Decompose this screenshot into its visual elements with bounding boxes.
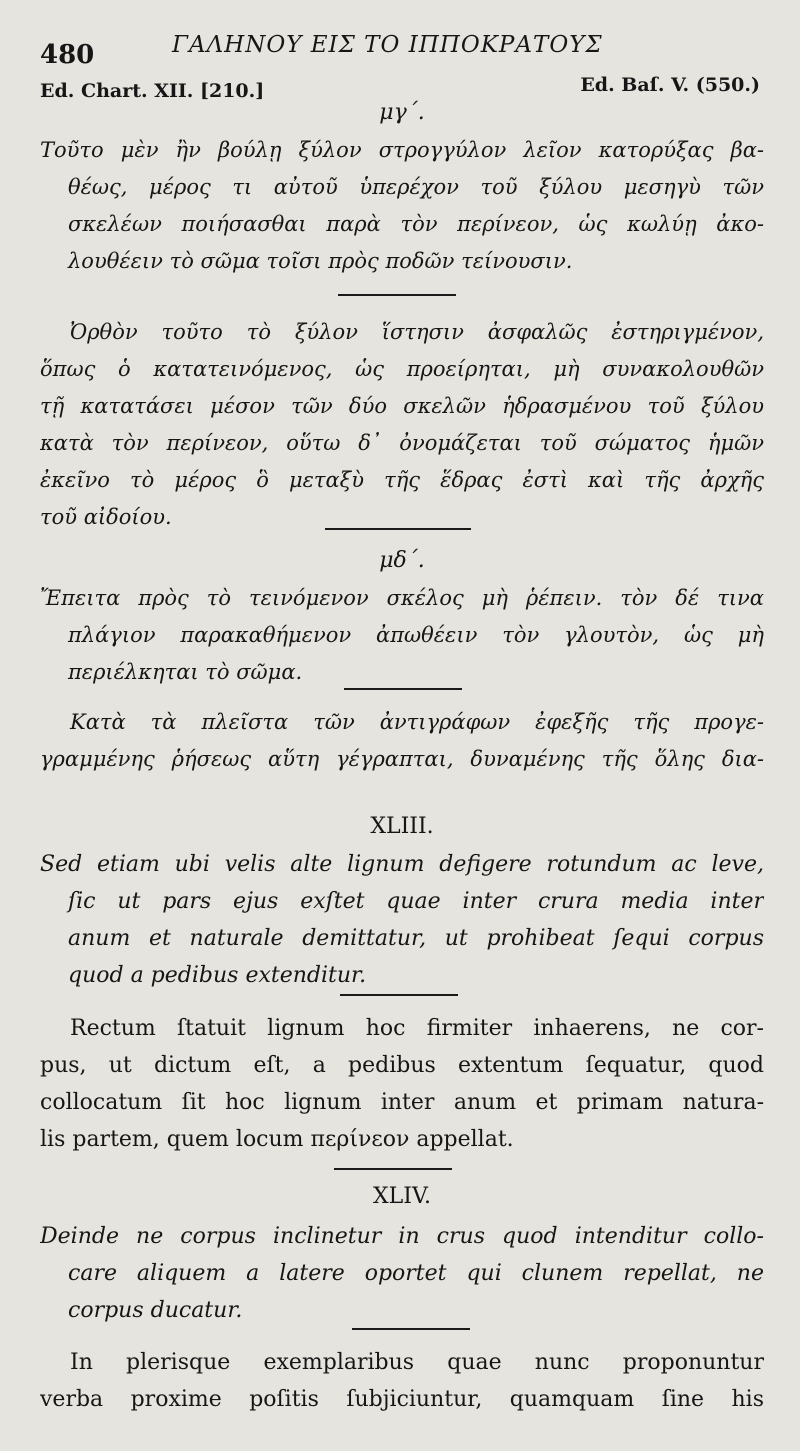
text-line: anum et naturale demittatur, ut prohibeat ſequi corpus <box>68 926 764 951</box>
text-line: θέως, μέρος τι αὐτοῦ ὑπερέχον τοῦ ξύλου μεσηγὺ τῶν <box>68 175 764 199</box>
text-line: Deinde ne corpus inclinetur in crus quod intenditur collo- <box>40 1224 764 1249</box>
running-title: ΓΑΛΗΝΟΥ ΕΙΣ ΤΟ ΙΠΠΟΚΡΑΤΟΥΣ <box>172 32 603 58</box>
greek-commentary <box>40 704 764 778</box>
section-rule <box>344 688 462 690</box>
section-number: μγ΄. <box>379 100 425 125</box>
text-line: In plerisque exemplaribus quae nunc proponuntur <box>70 1350 764 1375</box>
text-line: κατὰ τὸν περίνεον, οὕτω δ᾽ ὀνομάζεται τοῦ σώματος ἡμῶν <box>40 431 764 455</box>
text-line: λουθέειν τὸ σῶμα τοῖσι πρὸς ποδῶν τείνουσιν. <box>68 249 573 273</box>
text-line: Rectum ſtatuit lignum hoc firmiter inhaerens, ne cor- <box>70 1016 764 1041</box>
page-number: 480 <box>40 40 95 70</box>
text-line: τοῦ αἰδοίου. <box>40 505 172 529</box>
edition-right: Ed. Baſ. V. (550.) <box>580 74 760 96</box>
latin-commentary <box>40 1010 764 1158</box>
section-number: XLIV. <box>373 1184 431 1209</box>
greek-lemma <box>40 580 764 691</box>
section-number: μδ΄. <box>379 548 425 573</box>
section-rule <box>334 1168 452 1170</box>
section-number: XLIII. <box>370 814 434 839</box>
text-line: ἐκεῖνο τὸ μέρος ὃ μεταξὺ τῆς ἕδρας ἐστὶ καὶ τῆς ἀρχῆς <box>40 468 764 492</box>
text-line: collocatum ſit hoc lignum inter anum et primam natura- <box>40 1090 764 1115</box>
text-line: σκελέων ποιήσασθαι παρὰ τὸν περίνεον, ὡς κωλύῃ ἀκο- <box>68 212 764 236</box>
text-line: πλάγιον παρακαθήμενον ἀπωθέειν τὸν γλουτὸν, ὡς μὴ <box>68 623 764 647</box>
text-line: περιέλκηται τὸ σῶμα. <box>68 660 303 684</box>
latin-lemma <box>40 1218 764 1329</box>
edition-left: Ed. Chart. XII. [210.] <box>40 80 265 102</box>
greek-lemma <box>40 132 764 280</box>
text-line: corpus ducatur. <box>68 1298 243 1323</box>
section-rule <box>338 294 456 296</box>
text-line: care aliquem a latere oportet qui clunem repellat, ne <box>68 1261 764 1286</box>
text-line: ὅπως ὁ κατατεινόμενος, ὡς προείρηται, μὴ συνακολουθῶν <box>40 357 764 381</box>
text-line: lis partem, quem locum περίνεον appellat. <box>40 1127 514 1152</box>
latin-commentary <box>40 1344 764 1418</box>
text-line: γραμμένης ῥήσεως αὕτη γέγραπται, δυναμένης τῆς ὅλης δια- <box>40 747 764 771</box>
section-rule <box>340 994 458 996</box>
text-line: quod a pedibus extenditur. <box>68 963 367 988</box>
greek-commentary <box>40 314 764 536</box>
text-line: Ὀρθὸν τοῦτο τὸ ξύλον ἵστησιν ἀσφαλῶς ἐστηριγμένον, <box>70 320 764 344</box>
text-line: Ἔπειτα πρὸς τὸ τεινόμενον σκέλος μὴ ῥέπειν. τὸν δέ τινα <box>40 586 764 610</box>
text-line: τῇ κατατάσει μέσον τῶν δύο σκελῶν ἡδρασμένου τοῦ ξύλου <box>40 394 764 418</box>
section-rule <box>352 1328 470 1330</box>
text-line: ſic ut pars ejus exſtet quae inter crura media inter <box>68 889 764 914</box>
text-line: Κατὰ τὰ πλεῖστα τῶν ἀντιγράφων ἐφεξῆς τῆς προγε- <box>70 710 764 734</box>
text-line: Sed etiam ubi velis alte lignum defigere rotundum ac leve, <box>40 852 764 877</box>
latin-lemma <box>40 846 764 994</box>
text-line: Τοῦτο μὲν ἢν βούλῃ ξύλον στρογγύλον λεῖον κατορύξας βα- <box>40 138 764 162</box>
section-rule <box>325 528 471 530</box>
text-line: verba proxime poſitis ſubjiciuntur, quamquam ſine his <box>40 1387 764 1412</box>
text-line: pus, ut dictum eſt, a pedibus extentum ſequatur, quod <box>40 1053 764 1078</box>
page-header <box>0 0 800 110</box>
